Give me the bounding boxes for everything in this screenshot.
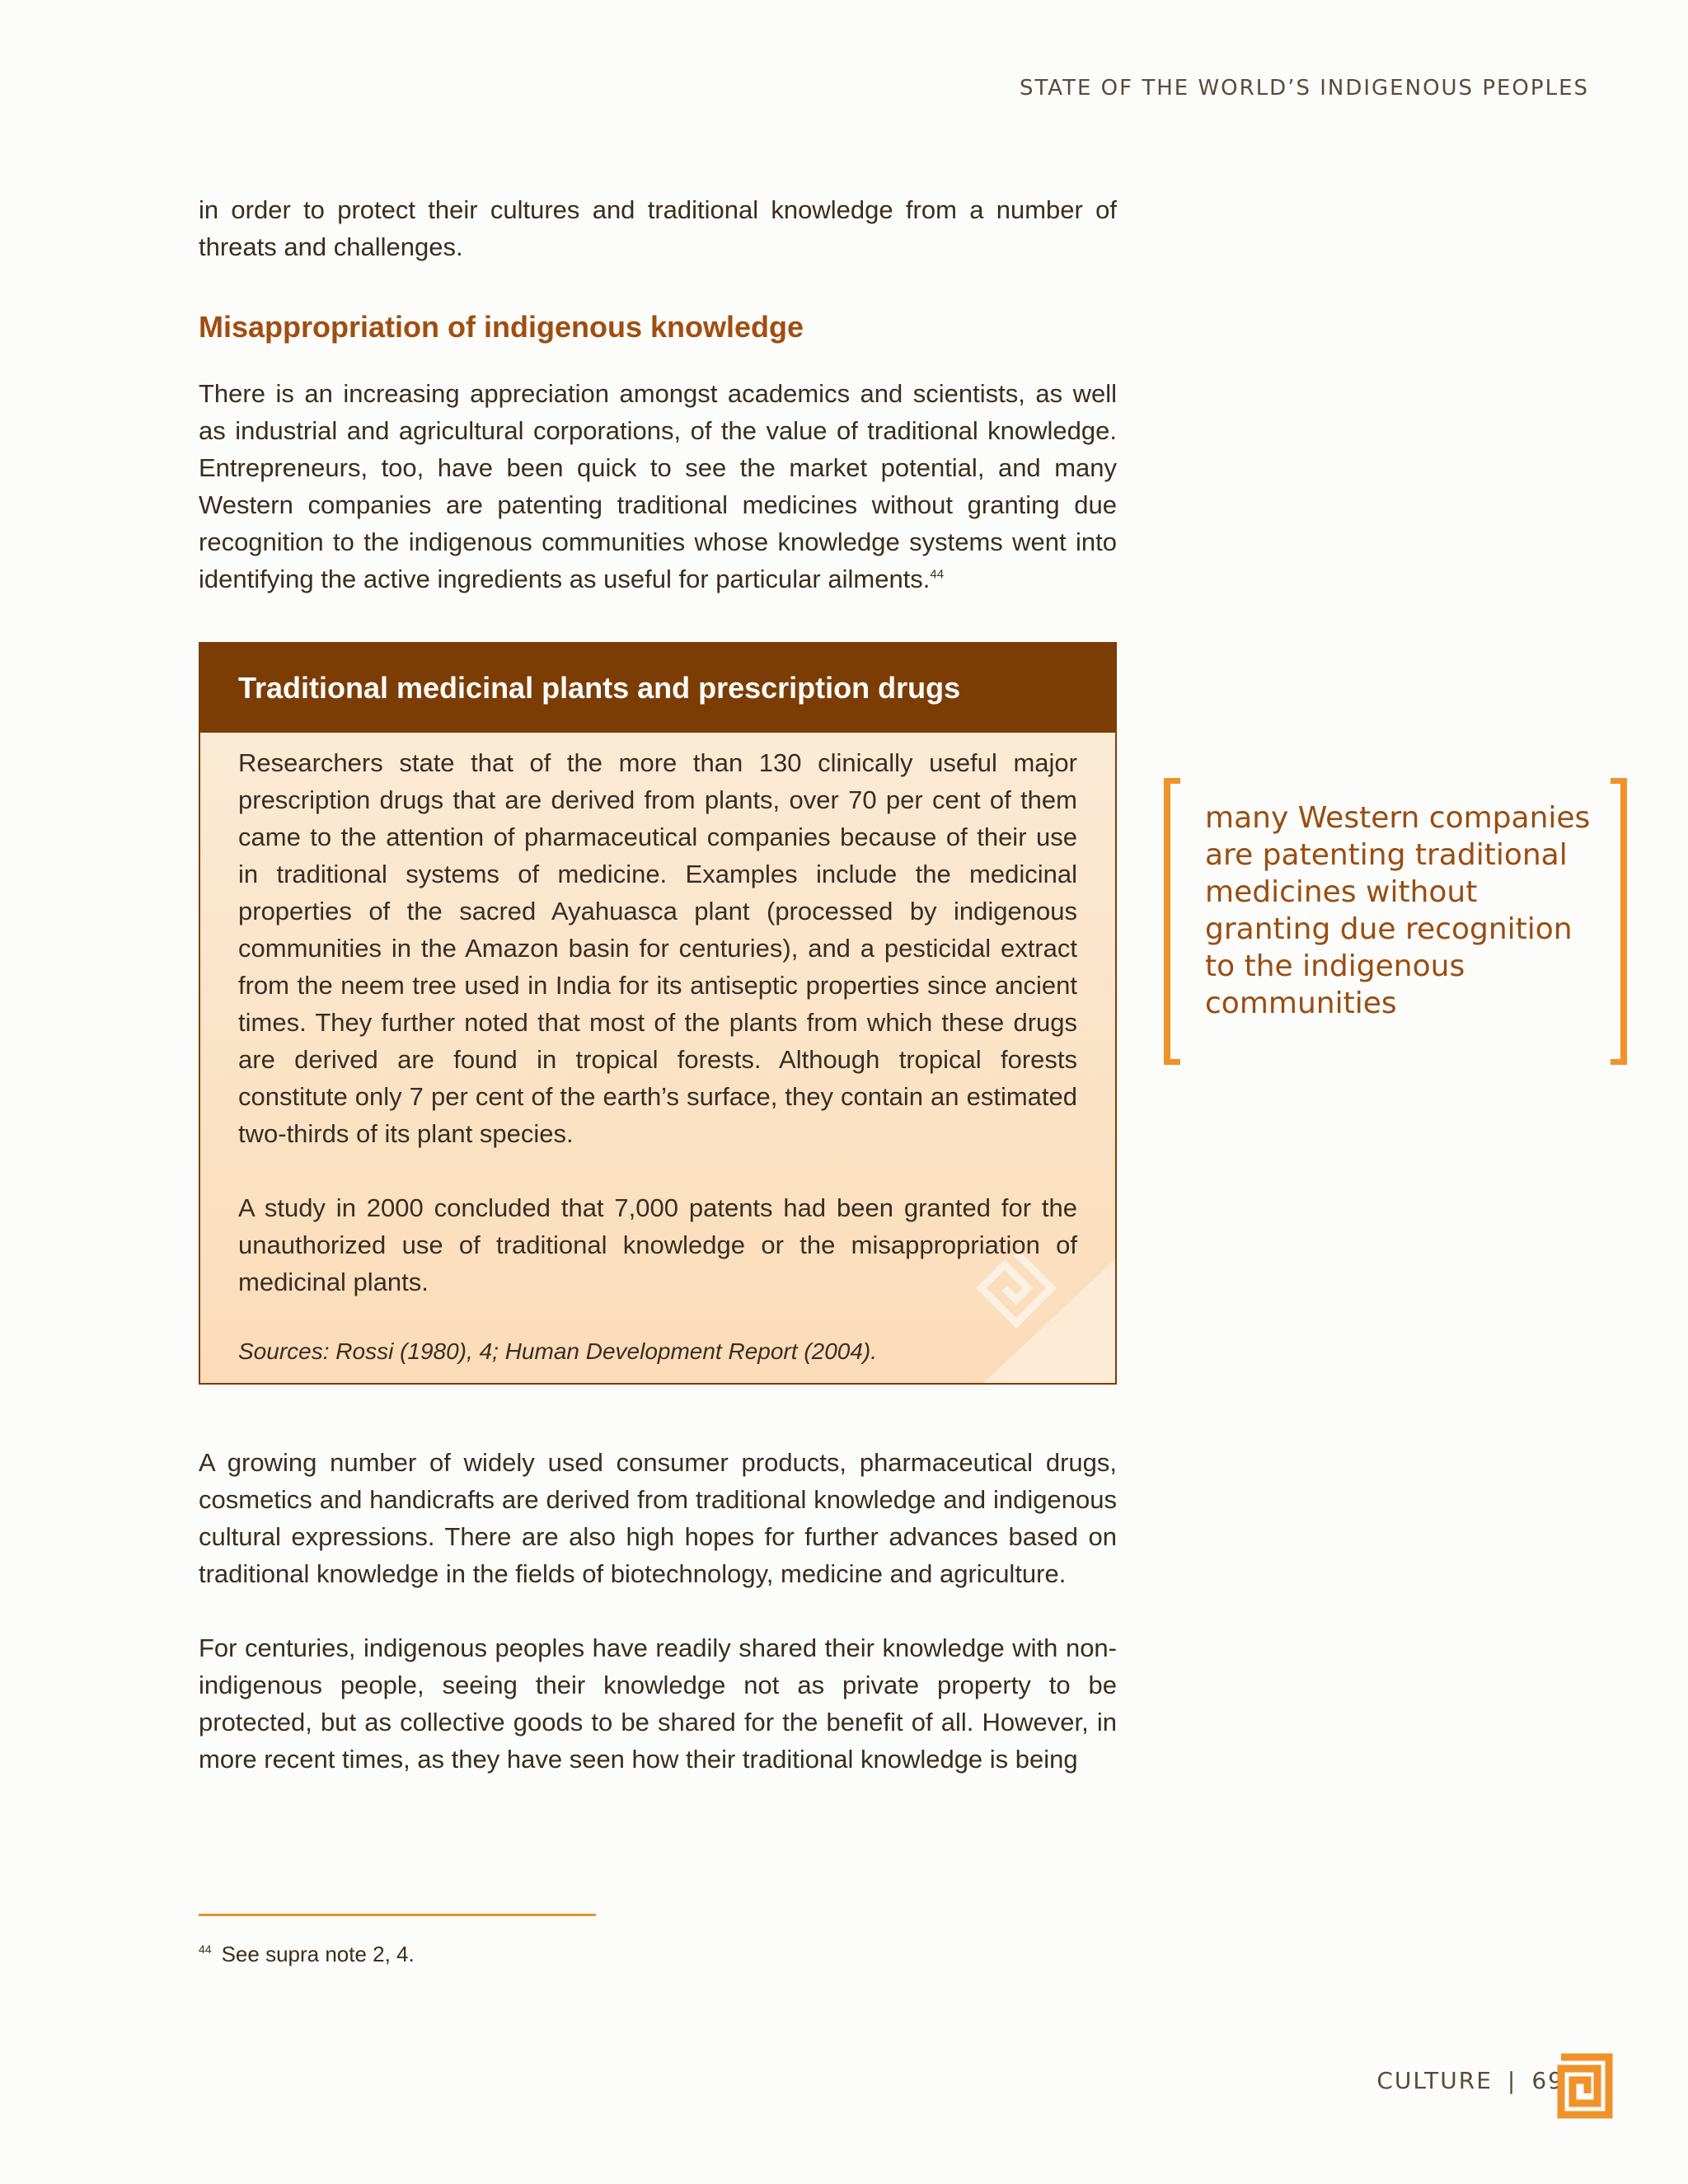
main-column: [199, 191, 1117, 1778]
footnote-number: 44: [199, 1943, 212, 1957]
intro-paragraph: in order to protect their cultures and traditional knowledge from a number of threats and challenges.: [199, 195, 1117, 261]
body-paragraph-2: A growing number of widely used consumer products, pharmaceutical drugs, cosmetics and handicrafts are derived from traditional knowledge and indigenous cultural expressions. There are also high hopes for further advances based on traditional knowledge in the fields of biotechnology, medicine and agriculture.: [199, 1448, 1117, 1588]
sidebar-box-sources: Sources: Rossi (1980), 4; Human Development Report (2004).: [238, 1338, 878, 1364]
spiral-logo-icon: [1556, 2052, 1614, 2120]
sidebar-box-paragraph-1: Researchers state that of the more than 130 clinically useful major prescription drugs that are derived from plants, over 70 per cent of them came to the attention of pharmaceutical companies because of their use in traditional systems of medicine. Examples include the medicinal properties of the sacred Ayahuasca plant (processed by indigenous communities in the Amazon basin for centuries), and a pesticidal extract from the neem tree used in India for its antiseptic properties since ancient times. They further noted that most of the plants from which these drugs are derived are found in tropical forests. Although tropical forests constitute only 7 per cent of the earth’s surface, they contain an estimated two-thirds of its plant species.: [238, 748, 1077, 1148]
sidebar-box-body: [200, 733, 1115, 1383]
body-paragraph-1: [199, 375, 1117, 598]
folio-section: CULTURE: [1376, 2067, 1493, 2094]
running-header: STATE OF THE WORLD’S INDIGENOUS PEOPLES: [1019, 76, 1589, 101]
folio-separator: |: [1507, 2067, 1517, 2094]
footnote: [199, 1942, 415, 1967]
right-bracket-icon: [1609, 778, 1627, 1065]
section-heading: Misappropriation of indigenous knowledge: [199, 310, 804, 344]
body-paragraph-1-text: There is an increasing appreciation amongst academics and scientists, as well as industrial and agricultural corporations, of the value of traditional knowledge. Entrepreneurs, too, have been quick to see the market potential, and many Western companies are patenting traditional medicines without granting due recognition to the indigenous communities whose knowledge systems went into identifying the active ingredients as useful for particular ailments.: [199, 379, 1117, 593]
pull-quote: [1164, 778, 1627, 1068]
pull-quote-text: many Western companies are patenting traditional medicines without granting due recognition to the indigenous communities: [1205, 801, 1591, 1020]
left-bracket-icon: [1164, 778, 1182, 1065]
footnote-divider: [199, 1914, 596, 1916]
sidebar-box-paragraph-2: A study in 2000 concluded that 7,000 patents had been granted for the unauthorized use of traditional knowledge or the misappropriation of medicinal plants.: [238, 1193, 1077, 1296]
page-folio: [1376, 2067, 1564, 2094]
footnote-text: See supra note 2, 4.: [221, 1942, 415, 1966]
body-paragraph-3: For centuries, indigenous peoples have readily shared their knowledge with non-indigenous people, seeing their knowledge not as private property to be protected, but as collective goods to be shared for the benefit of all. However, in more recent times, as they have seen how their traditional knowledge is being: [199, 1633, 1117, 1774]
footnote-ref-44[interactable]: 44: [930, 567, 945, 582]
sidebar-box-title: Traditional medicinal plants and prescription drugs: [200, 644, 1115, 733]
page-number: 69: [1531, 2067, 1564, 2094]
sidebar-box: [199, 642, 1117, 1385]
